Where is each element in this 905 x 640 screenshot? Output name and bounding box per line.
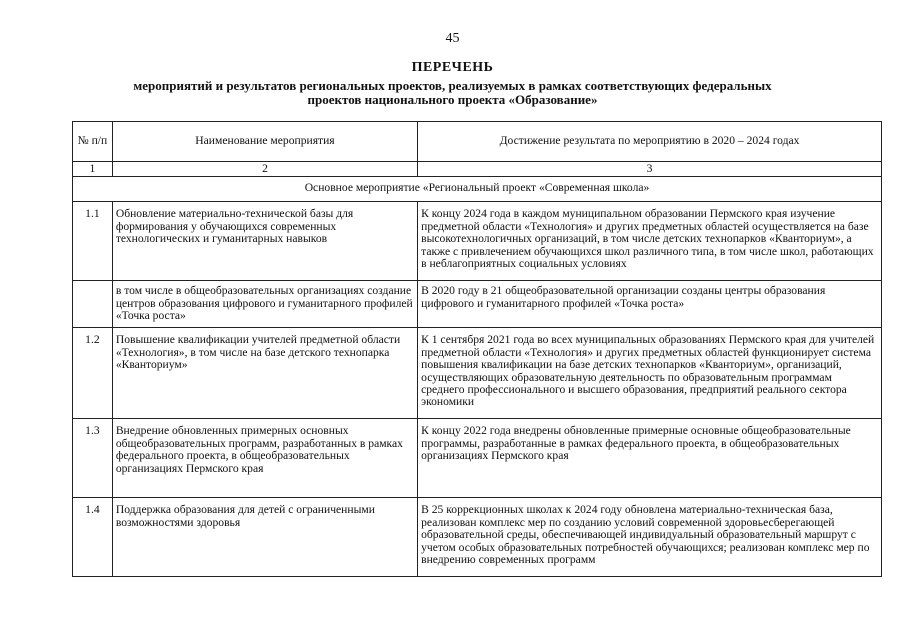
- section-title: Основное мероприятие «Региональный проект «Современная школа»: [73, 177, 882, 202]
- column-numbers-row: [73, 162, 882, 177]
- header-measure-name: Наименование мероприятия: [112, 122, 417, 162]
- table-header-row: [73, 122, 882, 162]
- measure-result: В 2020 году в 21 общеобразовательной организации созданы центры образования цифрового и гуманитарного профилей «Точка роста»: [418, 281, 882, 328]
- document-title: ПЕРЕЧЕНЬ: [411, 60, 494, 75]
- measure-result: В 25 коррекционных школах к 2024 году обновлена материально-техническая база, реализован комплекс мер по созданию условий современной здоровьесберегающей образовательной среды, обеспечивающей индивидуальный образовательный маршрут с учетом особых образовательных потребностей обучающихся; реализован комплекс мер по внедрению современных программ: [418, 498, 882, 577]
- section-row: [73, 177, 882, 202]
- row-number: 1.3: [73, 419, 113, 498]
- measure-name: Обновление материально-технической базы для формирования у обучающихся современных технологических и гуманитарных навыков: [112, 202, 417, 281]
- measure-name: Поддержка образования для детей с ограниченными возможностями здоровья: [112, 498, 417, 577]
- column-number: 1: [73, 162, 113, 177]
- table-row: [73, 328, 882, 419]
- measure-result: К концу 2022 года внедрены обновленные примерные основные общеобразовательные программы, разработанные в рамках федерального проекта, в общеобразовательных организациях Пермского края: [418, 419, 882, 498]
- page-number: 45: [445, 31, 460, 46]
- measure-result: К концу 2024 года в каждом муниципальном образовании Пермского края изучение предметной области «Технология» и других предметных областей осуществляется на базе высокотехнологичных организаций, в том числе детских технопарков «Кванториум», а также с привлечением обучающихся школ различного типа, в том числе школ, работающих в неблагоприятных социальных условиях: [418, 202, 882, 281]
- measure-name: в том числе в общеобразовательных организациях создание центров образования цифрового и гуманитарного профилей «Точка роста»: [112, 281, 417, 328]
- document-subtitle: мероприятий и результатов региональных проектов, реализуемых в рамках соответствующих федеральных проектов национального проекта «Образование»: [133, 78, 772, 107]
- table-row: [73, 281, 882, 328]
- row-number: 1.2: [73, 328, 113, 419]
- column-number: 2: [112, 162, 417, 177]
- header-result: Достижение результата по мероприятию в 2020 – 2024 годах: [418, 122, 882, 162]
- row-number: 1.4: [73, 498, 113, 577]
- table-row: [73, 498, 882, 577]
- header-number: № п/п: [73, 122, 113, 162]
- measure-result: К 1 сентября 2021 года во всех муниципальных образованиях Пермского края для учителей предметной области «Технология» и других предметных областей функционирует система повышения квалификации на базе детских технопарков «Кванториум», организаций, осуществляющих образовательную деятельность по образовательным программам среднего профессионального и высшего образования, предприятий реального сектора экономики: [418, 328, 882, 419]
- measure-name: Внедрение обновленных примерных основных общеобразовательных программ, разработанных в рамках федерального проекта, в общеобразовательных организациях Пермского края: [112, 419, 417, 498]
- column-number: 3: [418, 162, 882, 177]
- table-row: [73, 202, 882, 281]
- table-row: [73, 419, 882, 498]
- row-number: [73, 281, 113, 328]
- measures-table: [72, 121, 882, 577]
- measure-name: Повышение квалификации учителей предметной области «Технология», в том числе на базе детского технопарка «Кванториум»: [112, 328, 417, 419]
- row-number: 1.1: [73, 202, 113, 281]
